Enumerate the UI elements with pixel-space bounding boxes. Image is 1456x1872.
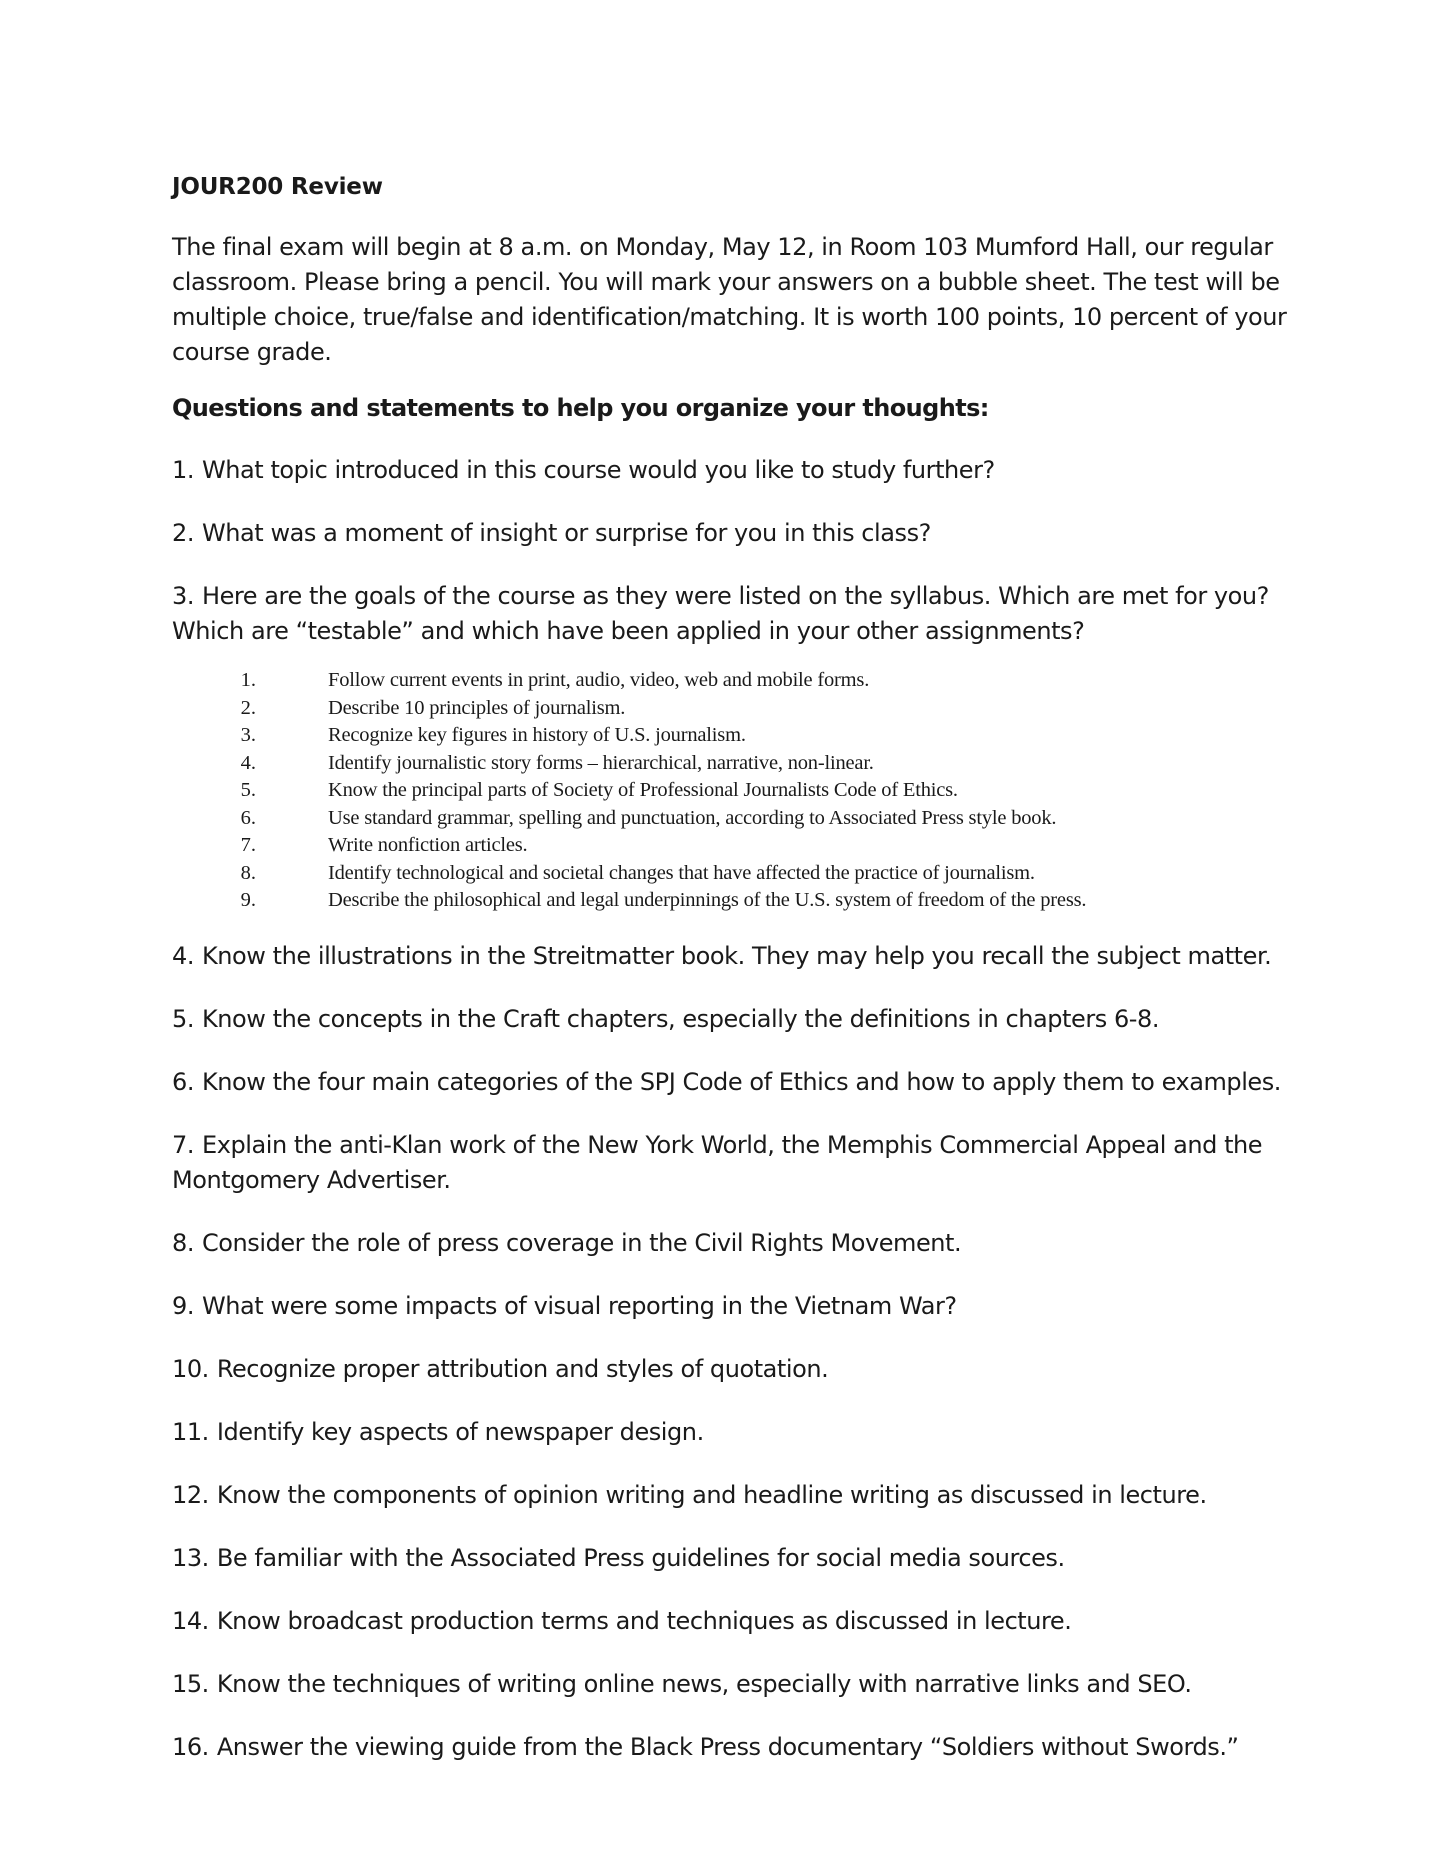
goal-number: 1. (240, 669, 256, 691)
list-item (172, 939, 1292, 974)
goal-text: Describe the philosophical and legal underpinnings of the U.S. system of freedom of the press. (328, 889, 1087, 911)
item-text: Know broadcast production terms and techniques as discussed in lecture. (216, 1606, 1072, 1635)
item-number: 13. (172, 1543, 209, 1572)
goal-item (172, 887, 1292, 915)
list-item (172, 1128, 1292, 1198)
item-text: Explain the anti-Klan work of the New York World, the Memphis Commercial Appeal and the Montgomery Advertiser. (172, 1130, 1263, 1194)
item-number: 8. (172, 1228, 194, 1257)
list-item (172, 579, 1292, 649)
goal-number: 2. (240, 696, 256, 719)
goal-text: Describe 10 principles of journalism. (328, 696, 626, 719)
list-item (172, 516, 1292, 551)
document-title: JOUR200 Review (172, 174, 383, 200)
goal-text: Know the principal parts of Society of Professional Journalists Code of Ethics. (328, 779, 958, 801)
list-item (172, 1226, 1292, 1261)
goal-text: Identify technological and societal changes that have affected the practice of journalism. (328, 861, 1035, 884)
item-number: 1. (172, 456, 194, 484)
goal-text: Follow current events in print, audio, video, web and mobile forms. (328, 669, 870, 691)
goal-item (172, 805, 1292, 833)
goal-text: Identify journalistic story forms – hierarchical, narrative, non-linear. (328, 751, 874, 774)
item-number: 6. (172, 1067, 194, 1096)
goal-item (172, 695, 1292, 723)
list-item (172, 1065, 1292, 1100)
item-number: 15. (172, 1669, 209, 1698)
item-text: Know the illustrations in the Streitmatter book. They may help you recall the subject matter. (202, 941, 1272, 970)
item-text: Consider the role of press coverage in the Civil Rights Movement. (202, 1228, 962, 1257)
list-item (172, 1289, 1292, 1324)
goal-number: 8. (240, 861, 256, 884)
list-item (172, 1478, 1292, 1513)
item-number: 9. (172, 1291, 194, 1320)
list-item (172, 1002, 1292, 1037)
goal-number: 7. (240, 834, 256, 856)
item-text: Know the techniques of writing online news, especially with narrative links and SEO. (216, 1669, 1192, 1698)
item-text: Know the concepts in the Craft chapters, especially the definitions in chapters 6-8. (202, 1004, 1159, 1033)
section-subheading: Questions and statements to help you organize your thoughts: (172, 394, 989, 422)
goal-item (172, 667, 1292, 695)
goal-number: 5. (240, 779, 256, 801)
item-number: 5. (172, 1004, 194, 1033)
goal-text: Recognize key figures in history of U.S. journalism. (328, 724, 746, 746)
item-number: 3. (172, 582, 194, 610)
list-item (172, 1541, 1292, 1576)
list-item (172, 1604, 1292, 1639)
goal-item (172, 750, 1292, 778)
item-text: Answer the viewing guide from the Black Press documentary “Soldiers without Swords.” (216, 1732, 1239, 1761)
item-text: Know the four main categories of the SPJ Code of Ethics and how to apply them to examples. (202, 1067, 1281, 1096)
document-page (172, 170, 1292, 1793)
item-text: What topic introduced in this course would you like to study further? (202, 456, 995, 484)
goal-item (172, 722, 1292, 750)
item-number: 10. (172, 1354, 209, 1383)
item-number: 11. (172, 1417, 209, 1446)
item-text: Identify key aspects of newspaper design. (216, 1417, 704, 1446)
list-item (172, 1352, 1292, 1387)
course-goals-list (172, 667, 1292, 915)
item-text: What were some impacts of visual reporting in the Vietnam War? (202, 1291, 957, 1320)
item-text: Here are the goals of the course as they were listed on the syllabus. Which are met for you? Which are “testable” and which have been applied in your other assignments? (172, 582, 1269, 645)
goal-text: Write nonfiction articles. (328, 834, 528, 856)
goal-text: Use standard grammar, spelling and punctuation, according to Associated Press style book. (328, 806, 1057, 829)
item-number: 14. (172, 1606, 209, 1635)
item-number: 4. (172, 941, 194, 970)
goal-number: 9. (240, 889, 256, 911)
goal-item (172, 860, 1292, 888)
list-item (172, 1415, 1292, 1450)
item-text: Be familiar with the Associated Press guidelines for social media sources. (216, 1543, 1065, 1572)
questions-list-part-1 (172, 453, 1292, 649)
item-number: 12. (172, 1480, 209, 1509)
item-number: 2. (172, 519, 194, 547)
questions-list-part-2 (172, 939, 1292, 1765)
goal-item (172, 832, 1292, 860)
item-text: Recognize proper attribution and styles of quotation. (216, 1354, 829, 1383)
item-number: 7. (172, 1130, 194, 1159)
list-item (172, 1667, 1292, 1702)
intro-paragraph: The final exam will begin at 8 a.m. on Monday, May 12, in Room 103 Mumford Hall, our regular classroom. Please bring a pencil. You will mark your answers on a bubble sheet. The test will be multiple choice, true/false and identification/matching. It is worth 100 points, 10 percent of your course grade. (172, 233, 1287, 366)
goal-number: 3. (240, 724, 256, 746)
list-item (172, 453, 1292, 488)
goal-number: 6. (240, 806, 256, 829)
goal-number: 4. (240, 751, 256, 774)
list-item (172, 1730, 1292, 1765)
item-number: 16. (172, 1732, 209, 1761)
goal-item (172, 777, 1292, 805)
item-text: Know the components of opinion writing and headline writing as discussed in lecture. (216, 1480, 1207, 1509)
item-text: What was a moment of insight or surprise for you in this class? (202, 519, 931, 547)
